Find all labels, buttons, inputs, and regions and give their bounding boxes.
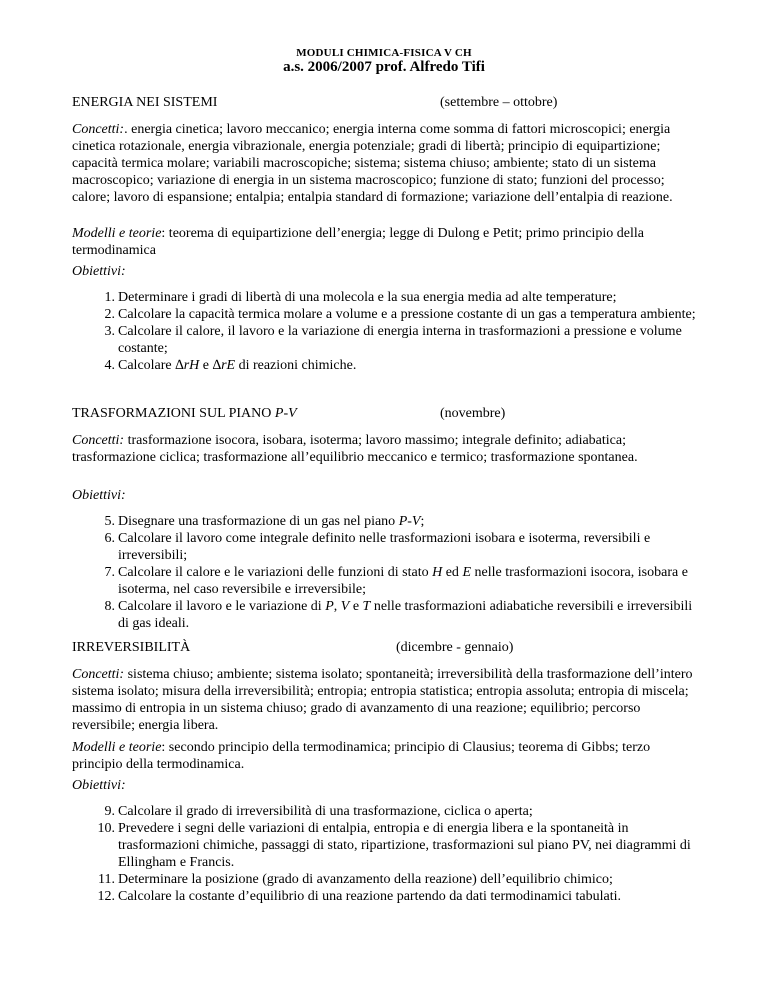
section-title-text: TRASFORMAZIONI SUL PIANO: [72, 406, 275, 421]
list-item: [72, 323, 702, 357]
list-item: [72, 888, 702, 905]
item-text: Calcolare la capacità termica molare a volume e a pressione costante di un gas a temperatura ambiente;: [118, 307, 696, 322]
section-period-trasformazioni: (novembre): [440, 406, 506, 421]
item-text: ;: [420, 514, 425, 529]
section-period-irreversibilita: (dicembre - gennaio): [396, 640, 514, 655]
list-item: [72, 289, 702, 306]
item-number: 7.: [104, 565, 115, 580]
concetti-label: Concetti:: [72, 667, 125, 682]
item-text: ,: [333, 599, 341, 614]
item-text: e: [199, 358, 213, 373]
item-text: Calcolare la costante d’equilibrio di una reazione partendo da dati termodinamici tabulati.: [118, 889, 622, 904]
item-number: 12.: [97, 889, 115, 904]
list-item: [72, 871, 702, 888]
item-number: 1.: [104, 290, 115, 305]
item-text: Disegnare una trasformazione di un gas nel piano: [118, 514, 399, 529]
header-course: MODULI CHIMICA-FISICA V CH: [296, 47, 472, 59]
concetti-label: Concetti:: [72, 433, 125, 448]
list-item: [72, 357, 702, 374]
list-item: [72, 803, 702, 820]
concetti-text: . energia cinetica; lavoro meccanico; energia interna come somma di fattori microscopici; energia cinetica rotazionale, energia vibrazionale, energia potenziale; gradi di libertà; principio di equipartizione; capacità termica molare; variabili macroscopiche; sistema; sistema chiuso; ambiente; stato di un sistema macroscopico; variazione di energia in un sistema macroscopico; funzione di stato; funzioni del processo; calore; lavoro di espansione; entalpia; entalpia standard di formazione; variazione dell’entalpia di reazione.: [72, 122, 673, 205]
obiettivi-label-trasformazioni: Obiettivi:: [72, 488, 126, 503]
obiettivi-list-irreversibilita: [72, 803, 702, 905]
modelli-irreversibilita: [72, 739, 702, 773]
item-text: Determinare i gradi di libertà di una molecola e la sua energia media ad alte temperature;: [118, 290, 617, 305]
concetti-label: Concetti:: [72, 122, 125, 137]
list-item: [72, 306, 702, 323]
obiettivi-list-energia: [72, 289, 702, 374]
item-number: 8.: [104, 599, 115, 614]
item-number: 9.: [104, 804, 115, 819]
concetti-text: trasformazione isocora, isobara, isoterma; lavoro massimo; integrale definito; adiabatica; trasformazione ciclica; trasformazione all’equilibrio meccanico e termico; trasformazione spontanea.: [72, 433, 638, 465]
obiettivi-label-energia: Obiettivi:: [72, 264, 126, 279]
item-text: ed: [442, 565, 463, 580]
concetti-trasformazioni: [72, 432, 702, 466]
modelli-text: : secondo principio della termodinamica; principio di Clausius; teorema di Gibbs; terzo principio della termodinamica.: [72, 740, 651, 772]
delta-symbol: ∆: [175, 358, 184, 373]
item-text: di reazioni chimiche.: [235, 358, 357, 373]
item-var: P-V: [398, 514, 421, 529]
obiettivi-label-irreversibilita: Obiettivi:: [72, 778, 126, 793]
item-var: V: [340, 599, 350, 614]
item-text: Calcolare il lavoro come integrale definito nelle trasformazioni isobara e isoterma, reversibili e irreversibili;: [118, 531, 651, 563]
item-var: rE: [221, 358, 236, 373]
modelli-label: Modelli e teorie: [72, 226, 162, 241]
item-text: Calcolare: [118, 358, 176, 373]
item-number: 5.: [104, 514, 115, 529]
item-number: 3.: [104, 324, 115, 339]
item-text: Calcolare il calore e le variazioni delle funzioni di stato: [118, 565, 433, 580]
concetti-irreversibilita: [72, 666, 702, 734]
item-text: e: [349, 599, 363, 614]
modelli-energia: [72, 225, 702, 259]
item-number: 10.: [97, 821, 115, 836]
item-number: 2.: [104, 307, 115, 322]
concetti-energia: [72, 121, 702, 206]
list-item: [72, 598, 702, 632]
list-item: [72, 820, 702, 871]
item-text: Calcolare il grado di irreversibilità di una trasformazione, ciclica o aperta;: [118, 804, 533, 819]
section-title-irreversibilita: IRREVERSIBILITÀ: [72, 640, 191, 655]
list-item: [72, 530, 702, 564]
item-var: E: [462, 565, 471, 580]
section-title-var: P-V: [274, 406, 297, 421]
item-text: nelle trasformazioni isocora, isobara e isoterma, nel caso reversibile e irreversibile;: [118, 565, 688, 597]
item-var: T: [362, 599, 371, 614]
list-item: [72, 564, 702, 598]
item-text: nelle trasformazioni adiabatiche reversibili e irreversibili di gas ideali.: [118, 599, 693, 631]
delta-symbol: ∆: [212, 358, 222, 373]
obiettivi-list-trasformazioni: [72, 513, 702, 632]
item-var: H: [432, 565, 443, 580]
item-var: P: [325, 599, 334, 614]
item-text: Determinare la posizione (grado di avanzamento della reazione) dell’equilibrio chimico;: [118, 872, 613, 887]
item-text: Prevedere i segni delle variazioni di entalpia, entropia e di energia libera e la spontaneità in trasformazioni chimiche, passaggi di stato, ripartizione, trasformazioni sul piano PV, nei diagrammi di Ellingham e Francis.: [118, 821, 691, 870]
item-number: 6.: [104, 531, 115, 546]
list-item: [72, 513, 702, 530]
section-period-energia: (settembre – ottobre): [440, 95, 558, 110]
concetti-text: sistema chiuso; ambiente; sistema isolato; spontaneità; irreversibilità della trasformazione dell’intero sistema isolato; misura della irreversibilità; entropia; entropia statistica; entropia assoluta; entropia di miscela; massimo di entropia in un sistema chiuso; grado di avanzamento di una reazione; equilibrio; percorso reversibile; energia libera.: [72, 667, 693, 733]
section-title-trasformazioni: [72, 406, 297, 422]
item-text: Calcolare il calore, il lavoro e la variazione di energia interna in trasformazioni a pressione e volume costante;: [118, 324, 682, 356]
item-number: 11.: [98, 872, 115, 887]
item-text: Calcolare il lavoro e le variazione di: [118, 599, 326, 614]
modelli-label: Modelli e teorie: [72, 740, 162, 755]
modelli-text: : teorema di equipartizione dell’energia; legge di Dulong e Petit; primo principio della termodinamica: [72, 226, 645, 258]
item-number: 4.: [104, 358, 115, 373]
section-title-energia: ENERGIA NEI SISTEMI: [72, 95, 218, 110]
item-var: rH: [183, 358, 200, 373]
header-year-teacher: a.s. 2006/2007 prof. Alfredo Tifi: [283, 59, 485, 75]
